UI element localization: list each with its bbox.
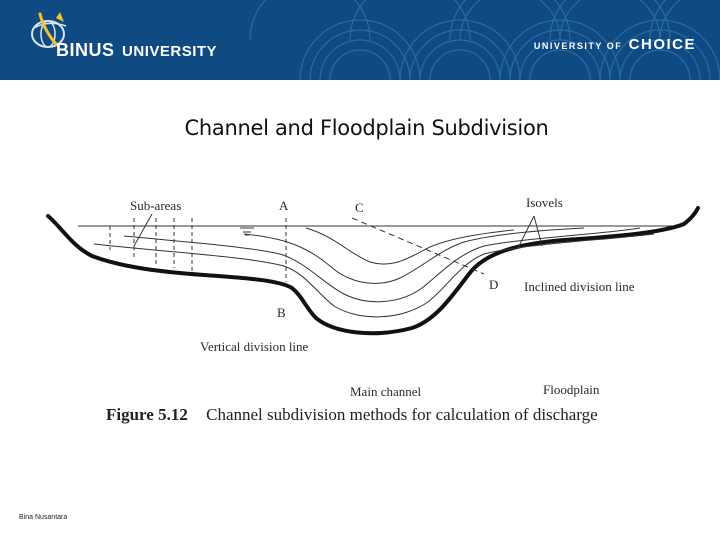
tagline-main: CHOICE	[628, 36, 696, 53]
logo-wordmark	[56, 40, 217, 61]
tagline-prefix: UNIVERSITY OF	[533, 41, 623, 51]
label-c: C	[355, 200, 364, 215]
logo-subtext: UNIVERSITY	[122, 43, 218, 60]
logo-text: BINUS	[56, 40, 115, 60]
channel-cross-section	[44, 188, 704, 368]
caption-number: Figure 5.12	[106, 405, 188, 424]
header-banner	[0, 0, 720, 80]
label-sub-areas: Sub-areas	[130, 198, 182, 213]
slide-title: Channel and Floodplain Subdivision	[184, 116, 549, 140]
label-a: A	[279, 198, 289, 213]
label-floodplain: Floodplain	[543, 382, 600, 397]
caption-text: Channel subdivision methods for calculation of discharge	[206, 405, 598, 424]
label-d: D	[489, 277, 499, 292]
tagline	[534, 36, 696, 54]
label-main-channel: Main channel	[350, 384, 422, 399]
figure-caption	[106, 405, 598, 425]
label-vertical-division-line: Vertical division line	[200, 339, 309, 354]
label-inclined-division-line: Inclined division line	[524, 279, 635, 294]
label-isovels: Isovels	[526, 195, 563, 210]
label-b: B	[277, 305, 286, 320]
binus-logo[interactable]	[26, 10, 226, 70]
footer-text: Bina Nusantara	[19, 514, 68, 521]
